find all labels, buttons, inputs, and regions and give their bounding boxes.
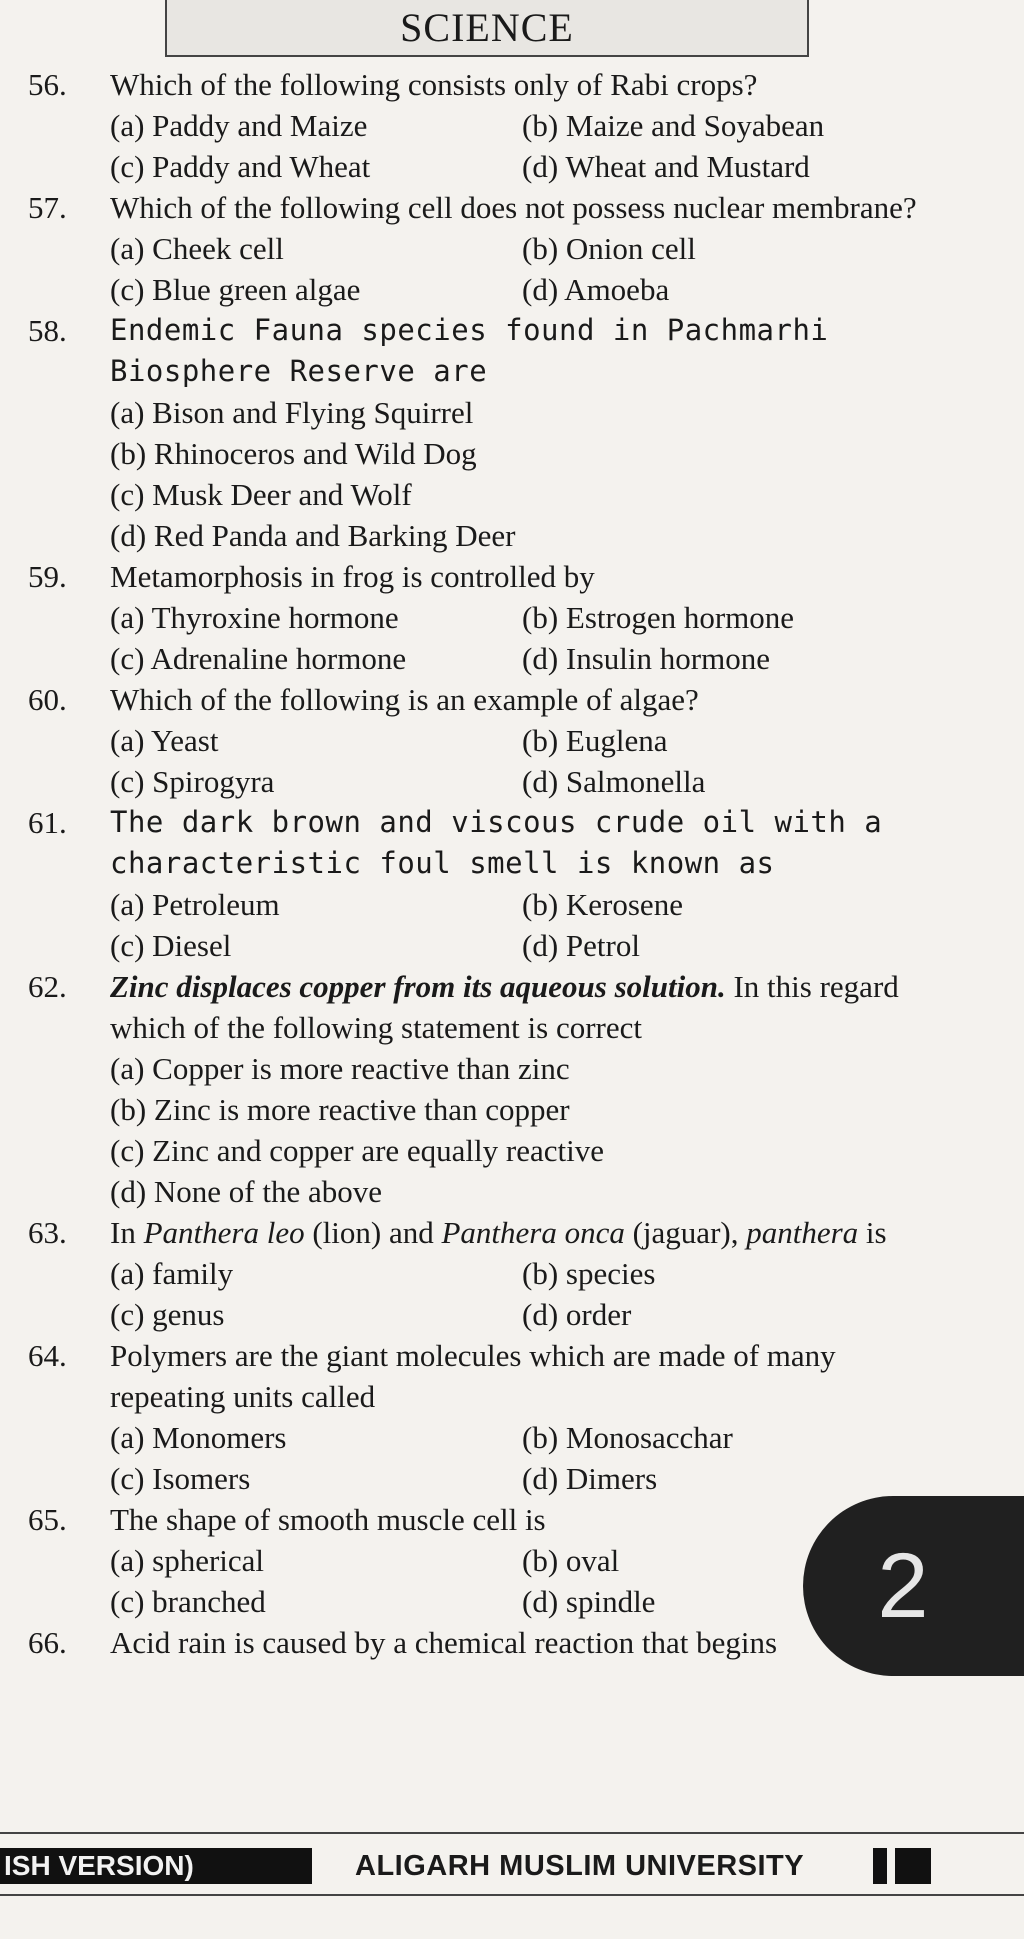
question-text xyxy=(110,966,948,1048)
question-text: Which of the following cell does not possess nuclear membrane? xyxy=(110,190,917,225)
option-c: (c) Paddy and Wheat xyxy=(110,149,371,184)
footer-university-label: ALIGARH MUSLIM UNIVERSITY xyxy=(355,1850,805,1882)
option-d: (d) Dimers xyxy=(522,1461,658,1496)
question-number: 59. xyxy=(28,559,67,594)
option-a: (a) Bison and Flying Squirrel xyxy=(110,395,474,430)
option-b: (b) oval xyxy=(522,1543,620,1578)
question-number: 58. xyxy=(28,313,67,348)
option-d: (d) Amoeba xyxy=(522,272,670,307)
question-text-rest: In this regard which of the following statement is correct xyxy=(110,969,899,1045)
option-d: (d) Red Panda and Barking Deer xyxy=(110,518,516,553)
question-text: The dark brown and viscous crude oil with a characteristic foul smell is known as xyxy=(110,805,883,880)
question-text: Which of the following consists only of Rabi crops? xyxy=(110,67,758,102)
header-box xyxy=(165,0,809,57)
option-a: (a) Yeast xyxy=(110,723,219,758)
q63-part-5: (jaguar), xyxy=(624,1215,747,1250)
question-60 xyxy=(28,679,948,802)
page-number-label: 2 xyxy=(877,1534,929,1637)
option-b: (b) Zinc is more reactive than copper xyxy=(110,1092,570,1127)
question-64 xyxy=(28,1335,948,1499)
question-text-italic: Zinc displaces copper from its aqueous solution. xyxy=(110,969,726,1004)
question-number: 60. xyxy=(28,682,67,717)
question-number: 63. xyxy=(28,1215,67,1250)
option-d: (d) Insulin hormone xyxy=(522,641,770,676)
option-a: (a) Thyroxine hormone xyxy=(110,600,399,635)
question-59 xyxy=(28,556,948,679)
question-57 xyxy=(28,187,948,310)
question-56 xyxy=(28,64,948,187)
question-62 xyxy=(28,966,948,1212)
option-c: (c) Isomers xyxy=(110,1461,251,1496)
question-text: Polymers are the giant molecules which are made of many repeating units called xyxy=(110,1338,836,1414)
option-d: (d) None of the above xyxy=(110,1174,383,1209)
question-number: 56. xyxy=(28,67,67,102)
question-number: 64. xyxy=(28,1338,67,1373)
question-number: 57. xyxy=(28,190,67,225)
option-c: (c) Blue green algae xyxy=(110,272,361,307)
question-text: Endemic Fauna species found in Pachmarhi Biosphere Reserve are xyxy=(110,313,829,388)
option-a: (a) Monomers xyxy=(110,1420,287,1455)
option-b: (b) Estrogen hormone xyxy=(522,600,795,635)
question-61 xyxy=(28,802,948,966)
option-b: (b) Euglena xyxy=(522,723,668,758)
option-b: (b) Rhinoceros and Wild Dog xyxy=(110,436,477,471)
option-a: (a) Copper is more reactive than zinc xyxy=(110,1051,570,1086)
option-d: (d) Salmonella xyxy=(522,764,706,799)
option-c: (c) genus xyxy=(110,1297,225,1332)
option-c: (c) Diesel xyxy=(110,928,232,963)
option-b: (b) Maize and Soyabean xyxy=(522,108,825,143)
option-b: (b) species xyxy=(522,1256,656,1291)
question-text: The shape of smooth muscle cell is xyxy=(110,1502,546,1537)
question-63 xyxy=(28,1212,948,1335)
q63-part-6: panthera xyxy=(746,1215,859,1250)
question-number: 62. xyxy=(28,969,67,1004)
q63-part-7: is xyxy=(858,1215,887,1250)
page-number-badge xyxy=(803,1496,1024,1676)
option-d: (d) spindle xyxy=(522,1584,656,1619)
option-a: (a) Cheek cell xyxy=(110,231,284,266)
question-text: Metamorphosis in frog is controlled by xyxy=(110,559,595,594)
question-list xyxy=(28,64,948,1663)
option-c: (c) Spirogyra xyxy=(110,764,275,799)
option-a: (a) Petroleum xyxy=(110,887,280,922)
question-58 xyxy=(28,310,948,556)
q63-part-3: (lion) and xyxy=(304,1215,442,1250)
option-a: (a) Paddy and Maize xyxy=(110,108,368,143)
footer-version-label: ISH VERSION) xyxy=(0,1848,312,1884)
option-a: (a) spherical xyxy=(110,1543,265,1578)
option-d: (d) order xyxy=(522,1297,632,1332)
footer-mark xyxy=(895,1848,931,1884)
question-66 xyxy=(28,1622,948,1663)
option-c: (c) Zinc and copper are equally reactive xyxy=(110,1133,604,1168)
option-c: (c) Adrenaline hormone xyxy=(110,641,407,676)
question-text: Which of the following is an example of algae? xyxy=(110,682,699,717)
footer xyxy=(0,1832,1024,1896)
question-number: 65. xyxy=(28,1502,67,1537)
question-number: 61. xyxy=(28,805,67,840)
footer-mark xyxy=(873,1848,887,1884)
q63-part-2: Panthera leo xyxy=(143,1215,305,1250)
option-b: (b) Kerosene xyxy=(522,887,683,922)
question-number: 66. xyxy=(28,1625,67,1660)
question-text: Acid rain is caused by a chemical reaction that begins xyxy=(110,1625,778,1660)
option-b: (b) Monosacchar xyxy=(522,1420,733,1455)
option-d: (d) Petrol xyxy=(522,928,640,963)
question-text xyxy=(110,1212,948,1253)
option-c: (c) branched xyxy=(110,1584,266,1619)
q63-part-4: Panthera onca xyxy=(441,1215,625,1250)
option-d: (d) Wheat and Mustard xyxy=(522,149,810,184)
page-title: SCIENCE xyxy=(400,5,574,50)
option-c: (c) Musk Deer and Wolf xyxy=(110,477,412,512)
option-b: (b) Onion cell xyxy=(522,231,696,266)
option-a: (a) family xyxy=(110,1256,234,1291)
q63-part-1: In xyxy=(110,1215,144,1250)
